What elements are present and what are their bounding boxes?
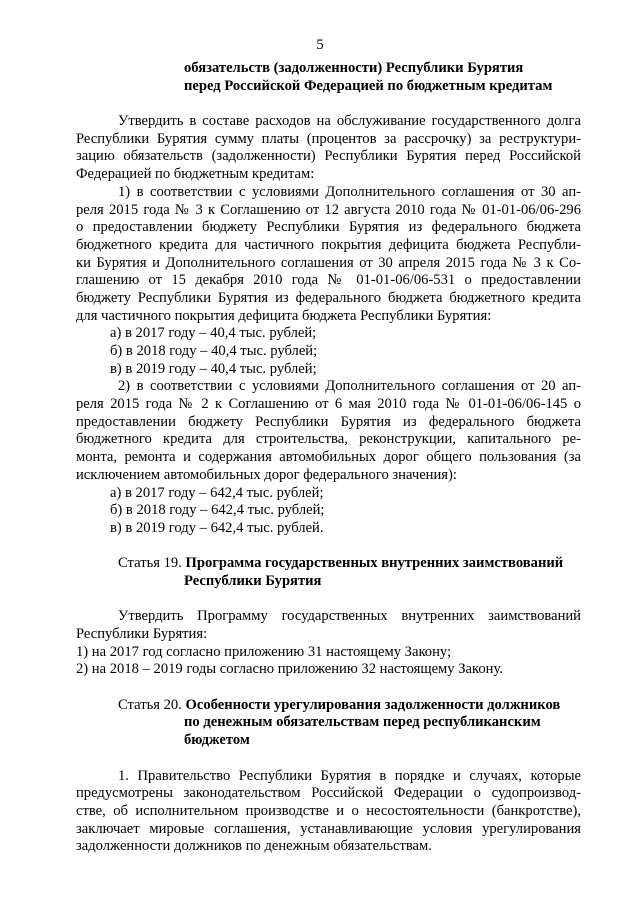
page-number: 5 xyxy=(316,37,324,53)
paragraph-line: Федерацией по бюджетным кредитам: xyxy=(76,166,315,183)
article-title: по денежным обязательствам перед республиканским xyxy=(184,714,541,731)
article-label: Статья 20. xyxy=(118,696,186,713)
list-item: б) в 2018 году – 40,4 тыс. рублей; xyxy=(110,343,318,359)
paragraph-line: монта, ремонта и содержания автомобильных дорог общего пользования (за xyxy=(76,449,581,466)
paragraph-line: 2) на 2018 – 2019 годы согласно приложению 32 настоящему Закону. xyxy=(76,661,503,678)
paragraph-line: о предоставлении бюджету Республики Бурятия из федерального бюджета xyxy=(76,219,581,236)
list-item: а) в 2017 году – 642,4 тыс. рублей; xyxy=(110,484,324,501)
paragraph-line: Республики Бурятия сумму платы (процентов за рассрочку) за реструктури- xyxy=(76,130,581,147)
paragraph-line: Республики Бурятия: xyxy=(76,626,208,642)
paragraph-line: стве, об исполнительном производстве и о несостоятельности (банкротстве), xyxy=(76,802,581,819)
article-title: Программа государственных внутренних заимствований xyxy=(185,555,564,572)
paragraph-line: Утвердить Программу государственных внутренних заимствований xyxy=(118,608,581,625)
list-item: а) в 2017 году – 40,4 тыс. рублей; xyxy=(110,325,317,342)
section-heading-line: перед Российской Федерацией по бюджетным кредитам xyxy=(184,77,553,94)
article-label: Статья 19. xyxy=(118,555,186,572)
paragraph-line: предоставлении бюджету Республики Бурятия из федерального бюджета xyxy=(76,413,581,430)
paragraph-line: ки Бурятия и Дополнительного соглашения от 30 апреля 2015 года № 3 к Со- xyxy=(76,254,581,271)
paragraph-line: заключает мировые соглашения, устанавливающие условия урегулирования xyxy=(76,820,581,837)
paragraph-line: задолженности должников по денежным обязательствам. xyxy=(76,838,432,855)
paragraph-line: 1. Правительство Республики Бурятия в порядке и случаях, которые xyxy=(118,767,581,784)
paragraph-line: зацию обязательств (задолженности) Республики Бурятия перед Российской xyxy=(76,148,581,165)
section-heading-line: обязательств (задолженности) Республики Бурятия xyxy=(184,60,524,76)
paragraph-line: для частичного покрытия дефицита бюджета Республики Бурятия: xyxy=(76,307,492,324)
paragraph-line: 1) на 2017 год согласно приложению 31 настоящему Закону; xyxy=(76,643,452,660)
paragraph-line: бюджетного кредита для строительства, реконструкции, капитального ре- xyxy=(76,431,581,448)
paragraph-line: реля 2015 года № 2 к Соглашению от 6 мая 2010 года № 01-01-06/06-145 о xyxy=(76,396,581,413)
article-19-heading xyxy=(76,555,581,573)
article-title: бюджетом xyxy=(184,732,250,749)
article-title: Особенности урегулирования задолженности должников xyxy=(185,696,561,713)
list-item: в) в 2019 году – 642,4 тыс. рублей. xyxy=(110,519,324,536)
paragraph-line: глашению от 15 декабря 2010 года № 01-01-06/06-531 о предоставлении xyxy=(76,272,581,289)
paragraph-line: предусмотрены законодательством Российской Федерации о судопроизвод- xyxy=(76,785,581,802)
list-item: в) в 2019 году – 40,4 тыс. рублей; xyxy=(110,360,317,377)
list-item: б) в 2018 году – 642,4 тыс. рублей; xyxy=(110,502,325,519)
paragraph-line: 1) в соответствии с условиями Дополнительного соглашения от 30 ап- xyxy=(118,183,581,200)
article-20-heading xyxy=(76,697,581,715)
paragraph-line: бюджетного кредита для частичного покрытия дефицита бюджета Республи- xyxy=(76,236,581,253)
paragraph-line: бюджету Республики Бурятия из федерального бюджета бюджетного кредита xyxy=(76,289,581,306)
paragraph-line: Утвердить в составе расходов на обслуживание государственного долга xyxy=(118,113,581,130)
document-body xyxy=(76,60,581,856)
paragraph-line: 2) в соответствии с условиями Дополнительного соглашения от 20 ап- xyxy=(118,378,581,395)
paragraph-line: реля 2015 года № 3 к Соглашению от 12 августа 2010 года № 01-01-06/06-296 xyxy=(76,201,581,218)
paragraph-line: исключением автомобильных дорог федерального значения): xyxy=(76,466,457,483)
article-title: Республики Бурятия xyxy=(184,572,322,589)
